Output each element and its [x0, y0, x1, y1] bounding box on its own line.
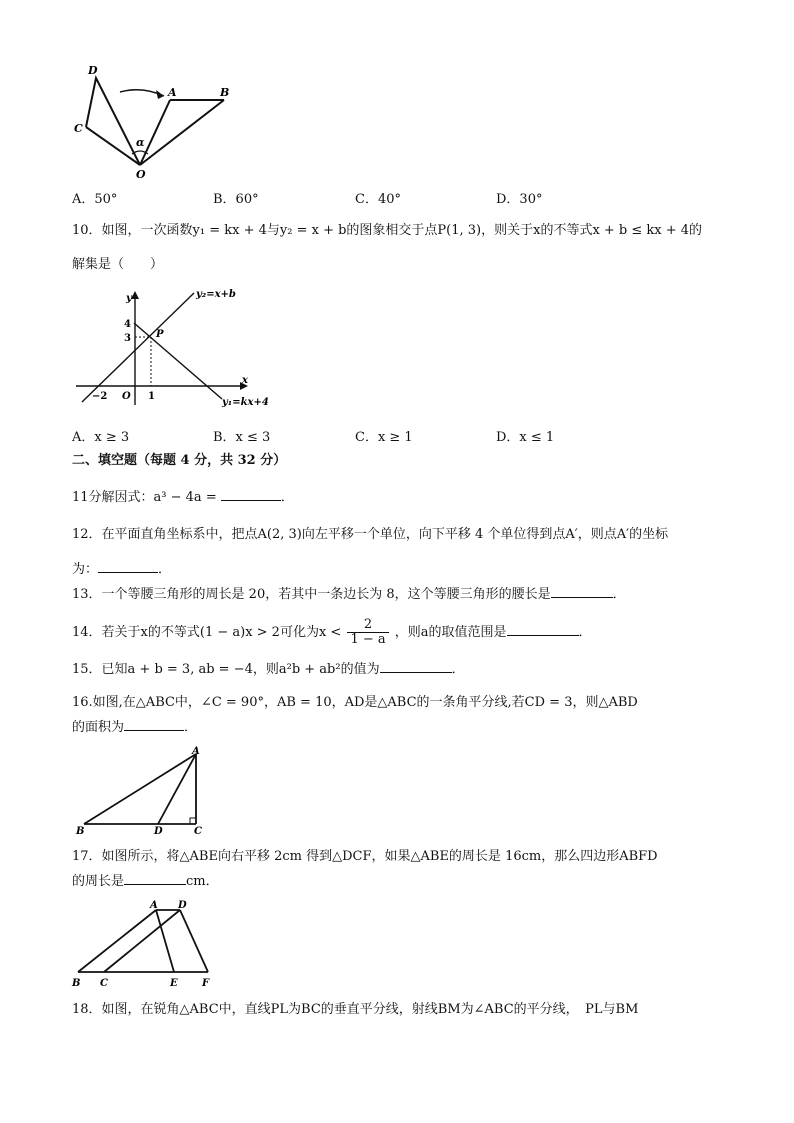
q12-stem-line2 — [72, 560, 171, 579]
q12-answer-blank[interactable] — [98, 560, 158, 573]
q17-unit: cm． — [186, 874, 219, 889]
q15-end: ． — [451, 662, 465, 677]
q9-option-b: B．60° — [213, 192, 259, 207]
q17-label-d: D — [178, 900, 187, 911]
q17-edge-ae — [156, 910, 174, 972]
q12-stem-line1: 12．在平面直角坐标系中，把点A(2, 3)向左平移一个单位，向下平移 4 个单位得到点A′，则点A′的坐标 — [72, 527, 669, 542]
q10-y-arrow — [131, 291, 139, 299]
q9-edge-co — [86, 127, 140, 165]
q9-edge-oa — [140, 100, 170, 165]
q14-fraction — [347, 618, 388, 647]
q15-line — [72, 660, 465, 679]
q10-graph — [72, 285, 269, 410]
q9-arrow-head — [156, 90, 164, 99]
q17-label-c: C — [100, 978, 108, 989]
q17-label-b: B — [72, 978, 81, 989]
q10-label-line-y2: y₂=x+b — [196, 289, 236, 300]
q10-label-4: 4 — [124, 319, 131, 330]
q10-line-y1 — [134, 323, 222, 399]
q9-edge-ob — [140, 100, 224, 165]
q17-label-e: E — [170, 978, 178, 989]
q17-edge-ba — [78, 910, 156, 972]
q12-prefix: 为： — [72, 562, 99, 577]
q14-frac-den: 1 − a — [350, 632, 386, 647]
q9-quad-left — [86, 78, 140, 165]
q15-text: 15．已知a + b = 3, ab = −4，则a²b + ab²的值为 — [72, 662, 380, 677]
q17-edge-cd — [104, 910, 180, 972]
q9-option-c: C．40° — [355, 192, 401, 207]
q16-edge-ad — [158, 754, 196, 824]
q10-label-1: 1 — [148, 391, 155, 402]
q16-answer-blank[interactable] — [124, 718, 184, 731]
q13-end: ． — [612, 587, 626, 602]
q10-label-x: x — [242, 375, 248, 386]
q13-answer-blank[interactable] — [551, 585, 613, 598]
q16-label-c: C — [194, 826, 202, 837]
q14-line — [72, 618, 592, 647]
q14-pre: 14．若关于x的不等式(1 − a)x > 2可化为x < — [72, 625, 342, 640]
q10-option-b: B．x ≤ 3 — [213, 430, 271, 445]
q9-label-c: C — [74, 122, 83, 135]
q10-label-neg2: −2 — [92, 391, 108, 402]
q9-option-d: D．30° — [496, 192, 543, 207]
q9-label-d: D — [88, 64, 98, 77]
q17-label-a: A — [150, 900, 158, 911]
q17-stem-line2 — [72, 872, 219, 891]
q11-line — [72, 488, 294, 507]
q10-option-d: D．x ≤ 1 — [496, 430, 555, 445]
q16-stem-line2 — [72, 718, 197, 737]
q17-label-f: F — [202, 978, 210, 989]
q16-label-d: D — [154, 826, 163, 837]
q11-answer-blank[interactable] — [221, 488, 281, 501]
q10-option-c: C．x ≥ 1 — [355, 430, 413, 445]
q10-label-p: P — [156, 329, 164, 340]
q9-figure — [72, 62, 242, 182]
q9-option-a: A．50° — [72, 192, 118, 207]
q9-label-b: B — [220, 86, 230, 99]
q15-answer-blank[interactable] — [380, 660, 452, 673]
q17-edge-df — [180, 910, 208, 972]
q14-post: ，则a的取值范围是 — [394, 625, 507, 640]
q16-label-b: B — [76, 826, 85, 837]
q10-stem-line2: 解集是（ ） — [72, 257, 164, 272]
q16-stem-line1: 16.如图,在△ABC中，∠C = 90°，AB = 10，AD是△ABC的一条角平分线,若CD = 3，则△ABD — [72, 695, 638, 710]
q10-label-o: O — [122, 391, 131, 402]
q10-option-a: A．x ≥ 3 — [72, 430, 130, 445]
q14-frac-num: 2 — [347, 618, 388, 633]
q10-stem-line1: 10．如图，一次函数y₁ = kx + 4与y₂ = x + b的图象相交于点P(1, 3)，则关于x的不等式x + b ≤ kx + 4的 — [72, 223, 703, 238]
q12-end: ． — [158, 562, 172, 577]
q16-label-a: A — [192, 746, 200, 757]
q11-text: 11分解因式：a³ − 4a = — [72, 490, 221, 505]
q17-figure — [72, 900, 222, 990]
q10-label-3: 3 — [124, 333, 131, 344]
q10-label-line-y1: y₁=kx+4 — [222, 397, 269, 408]
q14-answer-blank[interactable] — [507, 623, 579, 636]
q17-prefix: 的周长是 — [72, 874, 125, 889]
q9-label-o: O — [136, 168, 146, 181]
q16-prefix: 的面积为 — [72, 720, 125, 735]
q16-figure — [72, 744, 212, 836]
q14-end: ． — [578, 625, 592, 640]
q17-answer-blank[interactable] — [124, 872, 186, 885]
q11-end: ． — [280, 490, 294, 505]
section2-title: 二、填空题（每题 4 分，共 32 分） — [72, 453, 287, 468]
q16-edge-ab — [84, 754, 196, 824]
q9-label-alpha: α — [136, 136, 145, 149]
q13-text: 13．一个等腰三角形的周长是 20，若其中一条边长为 8，这个等腰三角形的腰长是 — [72, 587, 551, 602]
q13-line — [72, 585, 626, 604]
q9-label-a: A — [168, 86, 177, 99]
q16-end: ． — [184, 720, 198, 735]
q18-stem-line1: 18．如图，在锐角△ABC中，直线PL为BC的垂直平分线，射线BM为∠ABC的平分线， PL与BM — [72, 1002, 639, 1017]
q10-label-y: y — [126, 293, 132, 304]
q17-stem-line1: 17．如图所示，将△ABE向右平移 2cm 得到△DCF，如果△ABE的周长是 16cm，那么四边形ABFD — [72, 849, 658, 864]
